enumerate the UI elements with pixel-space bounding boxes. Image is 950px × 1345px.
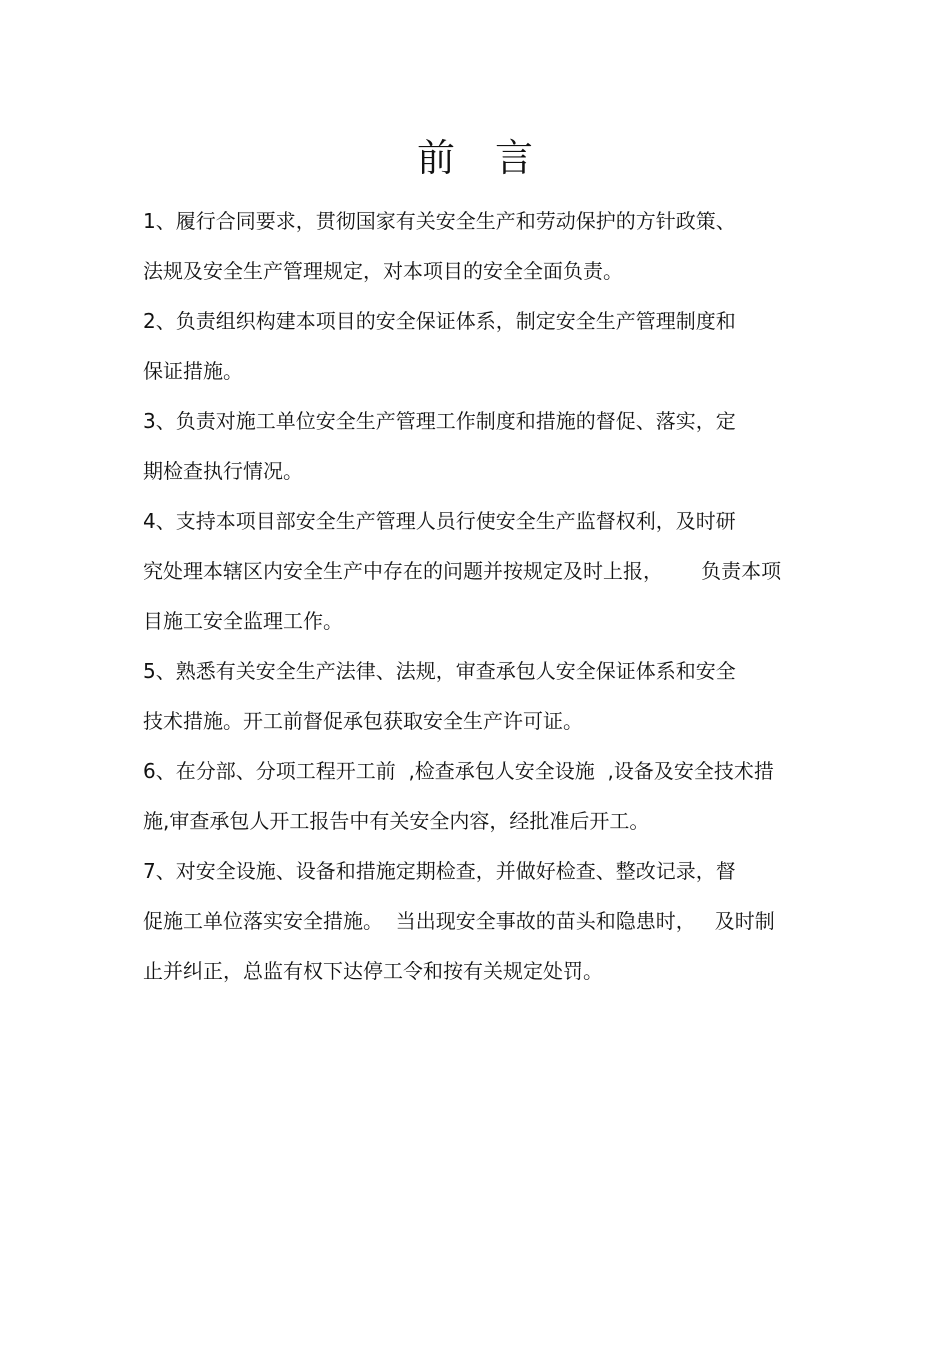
text-line: 1、履行合同要求，贯彻国家有关安全生产和劳动保护的方针政策、 [143,209,736,233]
text-line: 7、对安全设施、设备和措施定期检查，并做好检查、整改记录，督 [143,859,736,883]
preface-body [143,196,808,996]
text-line: 6、在分部、分项工程开工前 ,检查承包人安全设施 ,设备及安全技术措 [143,759,774,783]
page-title: 前言 [416,136,573,180]
text-line: 保证措施。 [143,359,243,383]
text-line: 技术措施。开工前督促承包获取安全生产许可证。 [143,709,583,733]
text-line: 止并纠正，总监有权下达停工令和按有关规定处罚。 [143,959,603,983]
text-line: 4、支持本项目部安全生产管理人员行使安全生产监督权利，及时研 [143,509,736,533]
text-line: 2、负责组织构建本项目的安全保证体系，制定安全生产管理制度和 [143,309,736,333]
text-line: 期检查执行情况。 [143,459,303,483]
text-line: 5、熟悉有关安全生产法律、法规，审查承包人安全保证体系和安全 [143,659,736,683]
text-line: 促施工单位落实安全措施。 当出现安全事故的苗头和隐患时， 及时制 [143,909,775,933]
text-line: 目施工安全监理工作。 [143,609,343,633]
text-line: 3、负责对施工单位安全生产管理工作制度和措施的督促、落实，定 [143,409,736,433]
text-line: 施,审查承包人开工报告中有关安全内容，经批准后开工。 [143,809,650,833]
text-line: 法规及安全生产管理规定，对本项目的安全全面负责。 [143,259,623,283]
text-line: 究处理本辖区内安全生产中存在的问题并按规定及时上报， 负责本项 [143,559,782,583]
